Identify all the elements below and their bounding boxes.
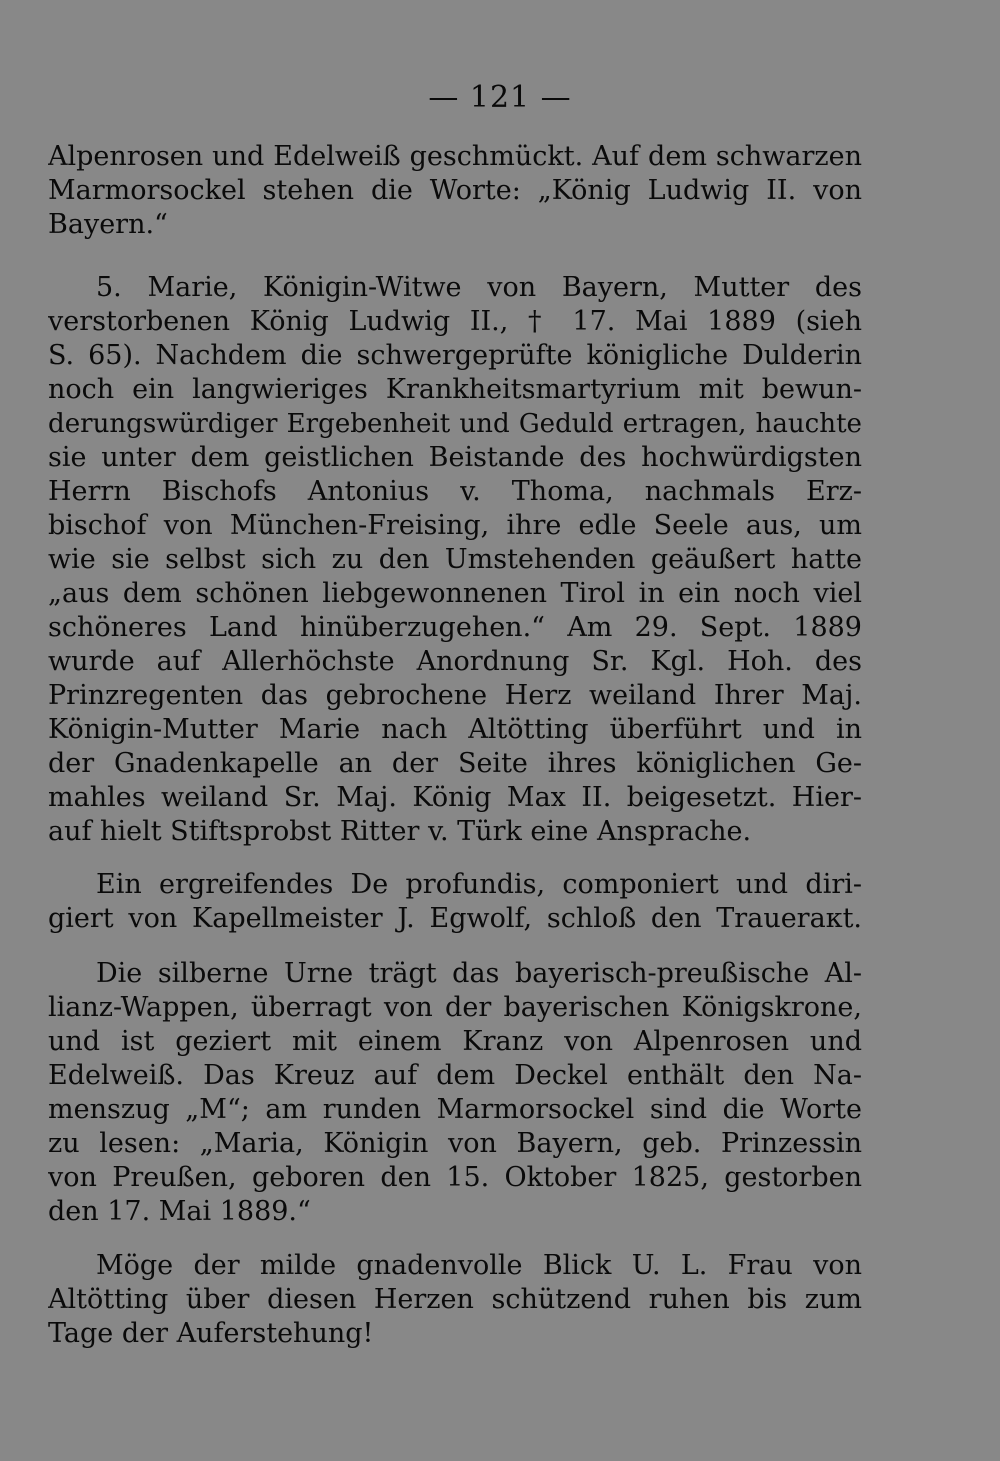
text-line: Tage der Auferstehung! xyxy=(48,1318,374,1349)
text-line: der Gnadenkapelle an der Seite ihres königlichen Ge- xyxy=(48,748,862,779)
text-line: Möge der milde gnadenvolle Blick U. L. Frau von xyxy=(96,1250,862,1281)
text-line: derungswürdiger Ergebenheit und Geduld ertragen, hauchte xyxy=(48,409,862,439)
text-line: schöneres Land hinüberzugehen.“ Am 29. Sept. 1889 xyxy=(48,612,862,643)
text-line: von Preußen, geboren den 15. Oktober 1825, gestorben xyxy=(48,1162,862,1193)
text-line: Königin-Mutter Marie nach Altötting überführt und in xyxy=(48,714,862,745)
text-line: wurde auf Allerhöchste Anordnung Sr. Kgl. Hoh. des xyxy=(48,646,862,677)
text-line: Ein ergreifendes De profundis, componiert und diri- xyxy=(96,869,862,900)
text-line: „aus dem schönen liebgewonnenen Tirol in ein noch viel xyxy=(48,578,862,609)
text-line: auf hielt Stiftsprobst Ritter v. Türk eine Ansprache. xyxy=(48,816,752,847)
text-line: Alpenrosen und Edelweiß geschmückt. Auf dem schwarzen xyxy=(48,141,862,172)
text-line: sie unter dem geistlichen Beistande des hochwürdigsten xyxy=(48,442,862,473)
text-line: Bayern.“ xyxy=(48,209,168,240)
text-line: giert von Kapellmeister J. Egwolf, schloß den Traueraкt. xyxy=(48,903,862,934)
text-line: Altötting über diesen Herzen schützend ruhen bis zum xyxy=(48,1284,862,1315)
page-number: — 121 — xyxy=(428,80,572,115)
text-line: Prinzregenten das gebrochene Herz weiland Ihrer Maj. xyxy=(48,680,862,711)
text-line: S. 65). Nachdem die schwergeprüfte königliche Dulderin xyxy=(48,340,862,371)
text-line: 5. Marie, Königin-Witwe von Bayern, Mutter des xyxy=(96,272,862,303)
text-line: wie sie selbst sich zu den Umstehenden geäußert hatte xyxy=(48,544,862,575)
text-line: noch ein langwieriges Krankheitsmartyrium mit bewun- xyxy=(48,374,862,405)
text-line: zu lesen: „Maria, Königin von Bayern, geb. Prinzessin xyxy=(48,1128,862,1159)
text-line: menszug „M“; am runden Marmorsockel sind die Worte xyxy=(48,1094,862,1125)
text-line: bischof von München-Freising, ihre edle Seele aus, um xyxy=(48,510,862,541)
text-line: lianz-Wappen, überragt von der bayerischen Königskrone, xyxy=(48,992,862,1023)
text-line: verstorbenen König Ludwig II., † 17. Mai 1889 (sieh xyxy=(48,306,862,337)
text-line: den 17. Mai 1889.“ xyxy=(48,1196,311,1227)
text-line: Die silberne Urne trägt das bayerisch-preußische Al- xyxy=(96,958,862,989)
text-line: Herrn Bischofs Antonius v. Thoma, nachmals Erz- xyxy=(48,476,862,507)
text-line: Marmorsockel stehen die Worte: „König Ludwig II. von xyxy=(48,175,862,206)
text-line: Edelweiß. Das Kreuz auf dem Deckel enthält den Na- xyxy=(48,1060,862,1091)
text-line: mahles weiland Sr. Maj. König Max II. beigesetzt. Hier- xyxy=(48,782,862,813)
text-line: und ist geziert mit einem Kranz von Alpenrosen und xyxy=(48,1026,862,1057)
